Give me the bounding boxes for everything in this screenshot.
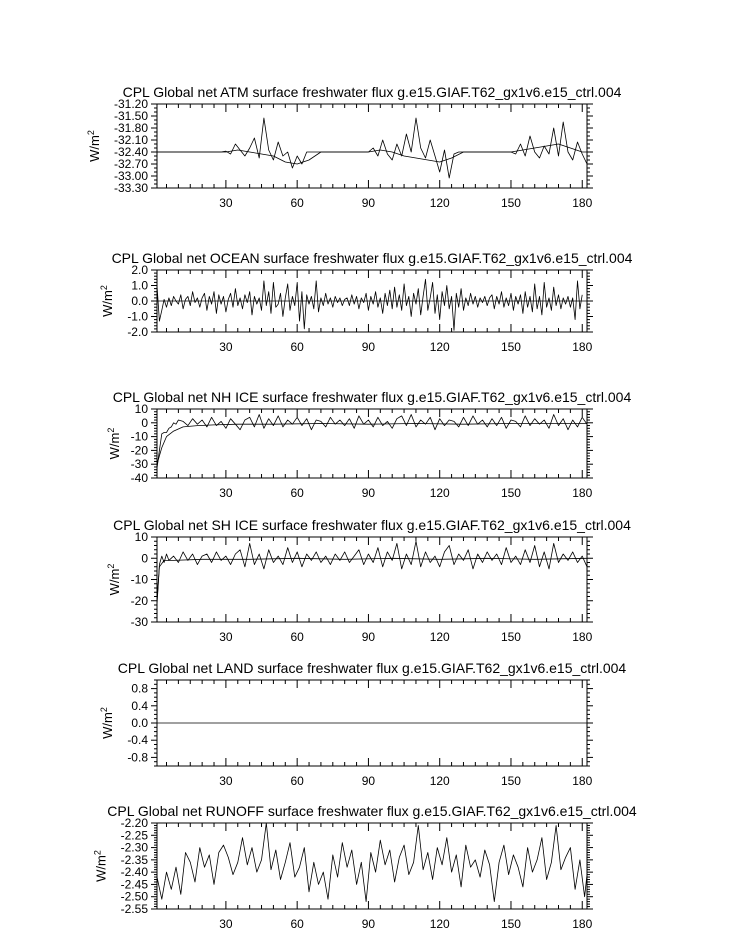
- x-tick-label: 150: [500, 486, 521, 500]
- y-tick-label: -10: [130, 429, 148, 444]
- y-tick-label: -1.0: [127, 309, 148, 324]
- y-tick-label: 10: [134, 402, 148, 416]
- y-tick-label: -20: [130, 443, 148, 458]
- plot-area: [157, 118, 587, 178]
- y-tick-label: -31.20: [113, 97, 148, 111]
- x-tick-label: 180: [572, 630, 593, 644]
- x-tick-label: 180: [572, 917, 593, 931]
- y-axis-label-unit: W/m: [86, 135, 102, 162]
- y-tick-label: -32.70: [113, 157, 148, 171]
- y-tick-label: -33.30: [113, 181, 148, 195]
- y-tick-label: 0: [141, 415, 148, 430]
- y-tick-label: -2.35: [120, 852, 148, 867]
- y-tick-label: -2.25: [120, 828, 148, 843]
- x-tick-label: 30: [219, 630, 233, 644]
- y-tick-label: -33.00: [113, 169, 148, 183]
- x-tick-label: 60: [290, 630, 304, 644]
- x-tick-label: 30: [219, 486, 233, 500]
- y-tick-label: -40: [130, 471, 148, 485]
- chart-panel-2: [99, 250, 632, 354]
- y-tick-label: 0: [141, 551, 148, 566]
- y-tick-label: -2.55: [120, 902, 148, 916]
- chart-title: CPL Global net SH ICE surface freshwater flux g.e15.GIAF.T62_gx1v6.e15_ctrl.004: [113, 517, 631, 533]
- x-tick-label: 60: [290, 486, 304, 500]
- chart-panel-6: [93, 803, 637, 931]
- x-tick-label: 90: [361, 917, 376, 931]
- y-axis-label: [93, 850, 109, 882]
- chart-title: CPL Global net RUNOFF surface freshwater flux g.e15.GIAF.T62_gx1v6.e15_ctrl.004: [107, 803, 637, 819]
- y-tick-label: 2.0: [131, 263, 148, 277]
- x-tick-label: 150: [500, 196, 521, 210]
- x-tick-label: 60: [290, 917, 304, 931]
- y-tick-label: -10: [130, 572, 148, 587]
- y-axis-label: [106, 564, 122, 596]
- y-tick-label: -30: [130, 615, 148, 629]
- x-tick-label: 150: [500, 630, 521, 644]
- y-axis-label-unit: W/m: [100, 290, 116, 317]
- y-tick-label: -32.10: [113, 133, 148, 147]
- plot-frame: [157, 537, 587, 622]
- series-line-1: [157, 279, 582, 330]
- series-line-1: [157, 541, 587, 605]
- series-line-2: [157, 558, 587, 601]
- y-axis-label: [99, 707, 115, 739]
- x-tick-label: 180: [572, 486, 593, 500]
- y-tick-label: 0.0: [131, 716, 148, 730]
- x-tick-label: 120: [429, 486, 450, 500]
- plot-area: [157, 541, 587, 605]
- y-axis-label-unit: W/m: [106, 432, 122, 460]
- x-tick-label: 30: [219, 340, 233, 354]
- series-line-1: [157, 118, 587, 178]
- y-axis-label-exponent: 2: [105, 427, 116, 433]
- chart-title: CPL Global net OCEAN surface freshwater flux g.e15.GIAF.T62_gx1v6.e15_ctrl.004: [111, 250, 633, 266]
- chart-panel-1: [86, 84, 622, 210]
- y-axis-label: [99, 285, 115, 317]
- y-tick-label: -32.40: [113, 145, 148, 159]
- y-axis-label-exponent: 2: [85, 130, 96, 136]
- x-tick-label: 30: [219, 774, 233, 788]
- chart-title: CPL Global net ATM surface freshwater flux g.e15.GIAF.T62_gx1v6.e15_ctrl.004: [122, 84, 622, 100]
- x-tick-label: 180: [572, 774, 593, 788]
- y-axis-label-exponent: 2: [92, 850, 103, 856]
- x-tick-label: 120: [429, 196, 450, 210]
- plot-area: [157, 415, 587, 469]
- x-tick-label: 120: [429, 774, 450, 788]
- y-tick-label: 1.0: [131, 278, 148, 293]
- x-tick-label: 120: [429, 340, 450, 354]
- y-axis-label-exponent: 2: [105, 563, 116, 569]
- y-tick-label: 10: [134, 530, 148, 544]
- series-line-1: [157, 415, 587, 469]
- x-tick-label: 90: [361, 630, 376, 644]
- y-tick-label: 0.4: [131, 698, 148, 713]
- y-tick-label: 0.8: [131, 681, 148, 696]
- plot-frame: [157, 409, 587, 478]
- y-tick-label: -30: [130, 457, 148, 472]
- x-tick-label: 90: [361, 774, 376, 788]
- x-tick-label: 150: [500, 340, 521, 354]
- y-tick-label: -2.20: [120, 816, 148, 830]
- series-line-2: [157, 424, 587, 465]
- y-tick-label: 0.0: [131, 294, 148, 308]
- y-tick-label: -20: [130, 593, 148, 608]
- x-tick-label: 150: [500, 774, 521, 788]
- y-axis-label: [106, 428, 122, 460]
- x-tick-label: 180: [572, 340, 593, 354]
- y-tick-label: -2.40: [120, 865, 148, 880]
- series-line-2: [157, 144, 587, 164]
- y-axis-label-exponent: 2: [99, 285, 110, 291]
- chart-panel-3: [106, 389, 632, 500]
- y-tick-label: -2.45: [120, 877, 148, 892]
- chart-title: CPL Global net LAND surface freshwater flux g.e15.GIAF.T62_gx1v6.e15_ctrl.004: [117, 660, 627, 676]
- y-axis-label-unit: W/m: [100, 712, 116, 739]
- y-tick-label: -31.50: [113, 109, 148, 123]
- y-tick-label: -2.30: [120, 840, 148, 855]
- series-line-1: [157, 823, 587, 902]
- x-tick-label: 30: [219, 196, 233, 210]
- x-tick-label: 60: [290, 340, 304, 354]
- y-axis-label: [86, 130, 102, 162]
- y-axis-label-unit: W/m: [93, 855, 109, 882]
- plot-frame: [157, 823, 587, 909]
- plot-area: [157, 279, 587, 330]
- plot-area: [157, 823, 587, 902]
- y-axis-label-unit: W/m: [106, 568, 122, 596]
- x-tick-label: 60: [290, 774, 304, 788]
- x-tick-label: 120: [429, 917, 450, 931]
- x-tick-label: 60: [290, 196, 304, 210]
- y-tick-label: -2.50: [120, 889, 148, 904]
- x-tick-label: 90: [361, 196, 376, 210]
- y-tick-label: -0.8: [127, 750, 148, 765]
- y-tick-label: -0.4: [127, 733, 148, 748]
- y-axis-label-exponent: 2: [99, 707, 110, 713]
- chart-panel-4: [106, 517, 631, 644]
- x-tick-label: 180: [572, 196, 593, 210]
- x-tick-label: 120: [429, 630, 450, 644]
- y-tick-label: -31.80: [113, 121, 148, 135]
- chart-title: CPL Global net NH ICE surface freshwater flux g.e15.GIAF.T62_gx1v6.e15_ctrl.004: [112, 389, 632, 405]
- chart-panel-5: [99, 660, 626, 788]
- x-tick-label: 30: [219, 917, 233, 931]
- x-tick-label: 150: [500, 917, 521, 931]
- plot-frame: [157, 104, 587, 188]
- y-tick-label: -2.0: [127, 325, 148, 339]
- x-tick-label: 90: [361, 340, 376, 354]
- x-tick-label: 90: [361, 486, 376, 500]
